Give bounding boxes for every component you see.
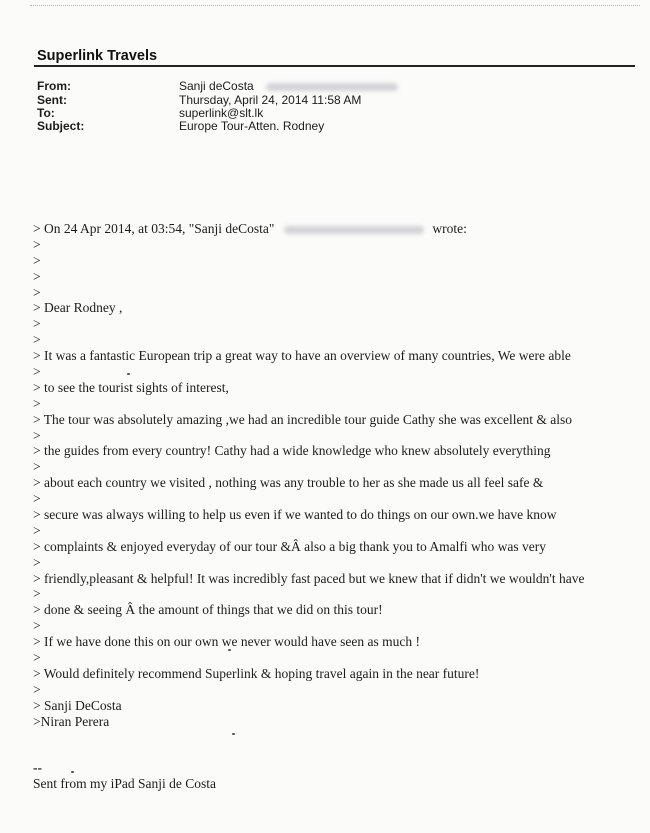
to-label: To: (37, 106, 55, 120)
from-value (179, 79, 398, 93)
quoted-line: > (33, 252, 41, 268)
subject-value: Europe Tour-Atten. Rodney (179, 119, 325, 133)
quoted-line: > (33, 364, 41, 380)
quoted-line: > Sanji DeCosta (33, 697, 122, 713)
quoted-line: > (33, 618, 41, 634)
quoted-line: > It was a fantastic European trip a great way to have an overview of many countries, We were able (33, 348, 571, 364)
quoted-line: > (33, 332, 41, 348)
message-body (33, 221, 633, 730)
quoted-line: > (33, 427, 41, 443)
signature-line: Sent from my iPad Sanji de Costa (33, 776, 216, 791)
to-value: superlink@slt.lk (179, 106, 264, 120)
quote-intro-prefix: > On 24 Apr 2014, at 03:54, "Sanji deCosta" (33, 221, 275, 236)
quoted-line: > (33, 395, 41, 411)
quoted-line: > If we have done this on our own we never would have seen as much ! (33, 634, 420, 650)
from-label: From: (37, 79, 71, 93)
top-scan-rule (30, 5, 640, 6)
quoted-line: > friendly,pleasant & helpful! It was incredibly fast paced but we knew that if didn't we wouldn't have (33, 570, 585, 586)
quoted-line: > (33, 459, 41, 475)
quoted-line: > (33, 316, 41, 332)
quoted-line: > (33, 236, 41, 252)
scan-speck (228, 649, 231, 651)
sent-label: Sent: (37, 93, 67, 107)
quoted-line: > (33, 491, 41, 507)
quoted-message (33, 237, 633, 730)
quoted-line: > about each country we visited , nothing was any trouble to her as she made us all feel safe & (33, 475, 544, 491)
quoted-line: > to see the tourist sights of interest, (33, 379, 229, 395)
from-name: Sanji deCosta (179, 79, 254, 93)
quoted-line: > Would definitely recommend Superlink & hoping travel again in the near future! (33, 665, 480, 681)
quote-intro-suffix: wrote: (432, 221, 467, 236)
quoted-line: > done & seeing Â the amount of things that we did on this tour! (33, 602, 383, 618)
quote-intro-line (33, 221, 633, 237)
quoted-line: > (33, 284, 41, 300)
quoted-line: > (33, 650, 41, 666)
quoted-line: > (33, 554, 41, 570)
scan-speck (232, 733, 235, 735)
organization-name: Superlink Travels (37, 48, 158, 64)
quoted-line: > (33, 268, 41, 284)
scan-speck (127, 373, 130, 375)
quoted-line: > The tour was absolutely amazing ,we had an incredible tour guide Cathy she was excellent & also (33, 411, 572, 427)
quoted-line: > (33, 586, 41, 602)
header-divider (34, 65, 635, 67)
quoted-line: > secure was always willing to help us even if we wanted to do things on our own.we have know (33, 507, 557, 523)
redacted-email (284, 226, 424, 234)
subject-label: Subject: (37, 119, 85, 133)
quoted-line: > (33, 522, 41, 538)
quoted-line: >Niran Perera (33, 713, 110, 729)
quoted-line: > the guides from every country! Cathy had a wide knowledge who knew absolutely everything (33, 443, 551, 459)
sent-value: Thursday, April 24, 2014 11:58 AM (179, 93, 362, 107)
scan-speck (71, 771, 74, 773)
redacted-email (266, 83, 398, 91)
signature-separator: -- (33, 760, 42, 775)
quoted-line: > (33, 681, 41, 697)
quoted-line: > Dear Rodney , (33, 300, 123, 316)
quoted-line: > complaints & enjoyed everyday of our tour &Â also a big thank you to Amalfi who was very (33, 538, 547, 554)
